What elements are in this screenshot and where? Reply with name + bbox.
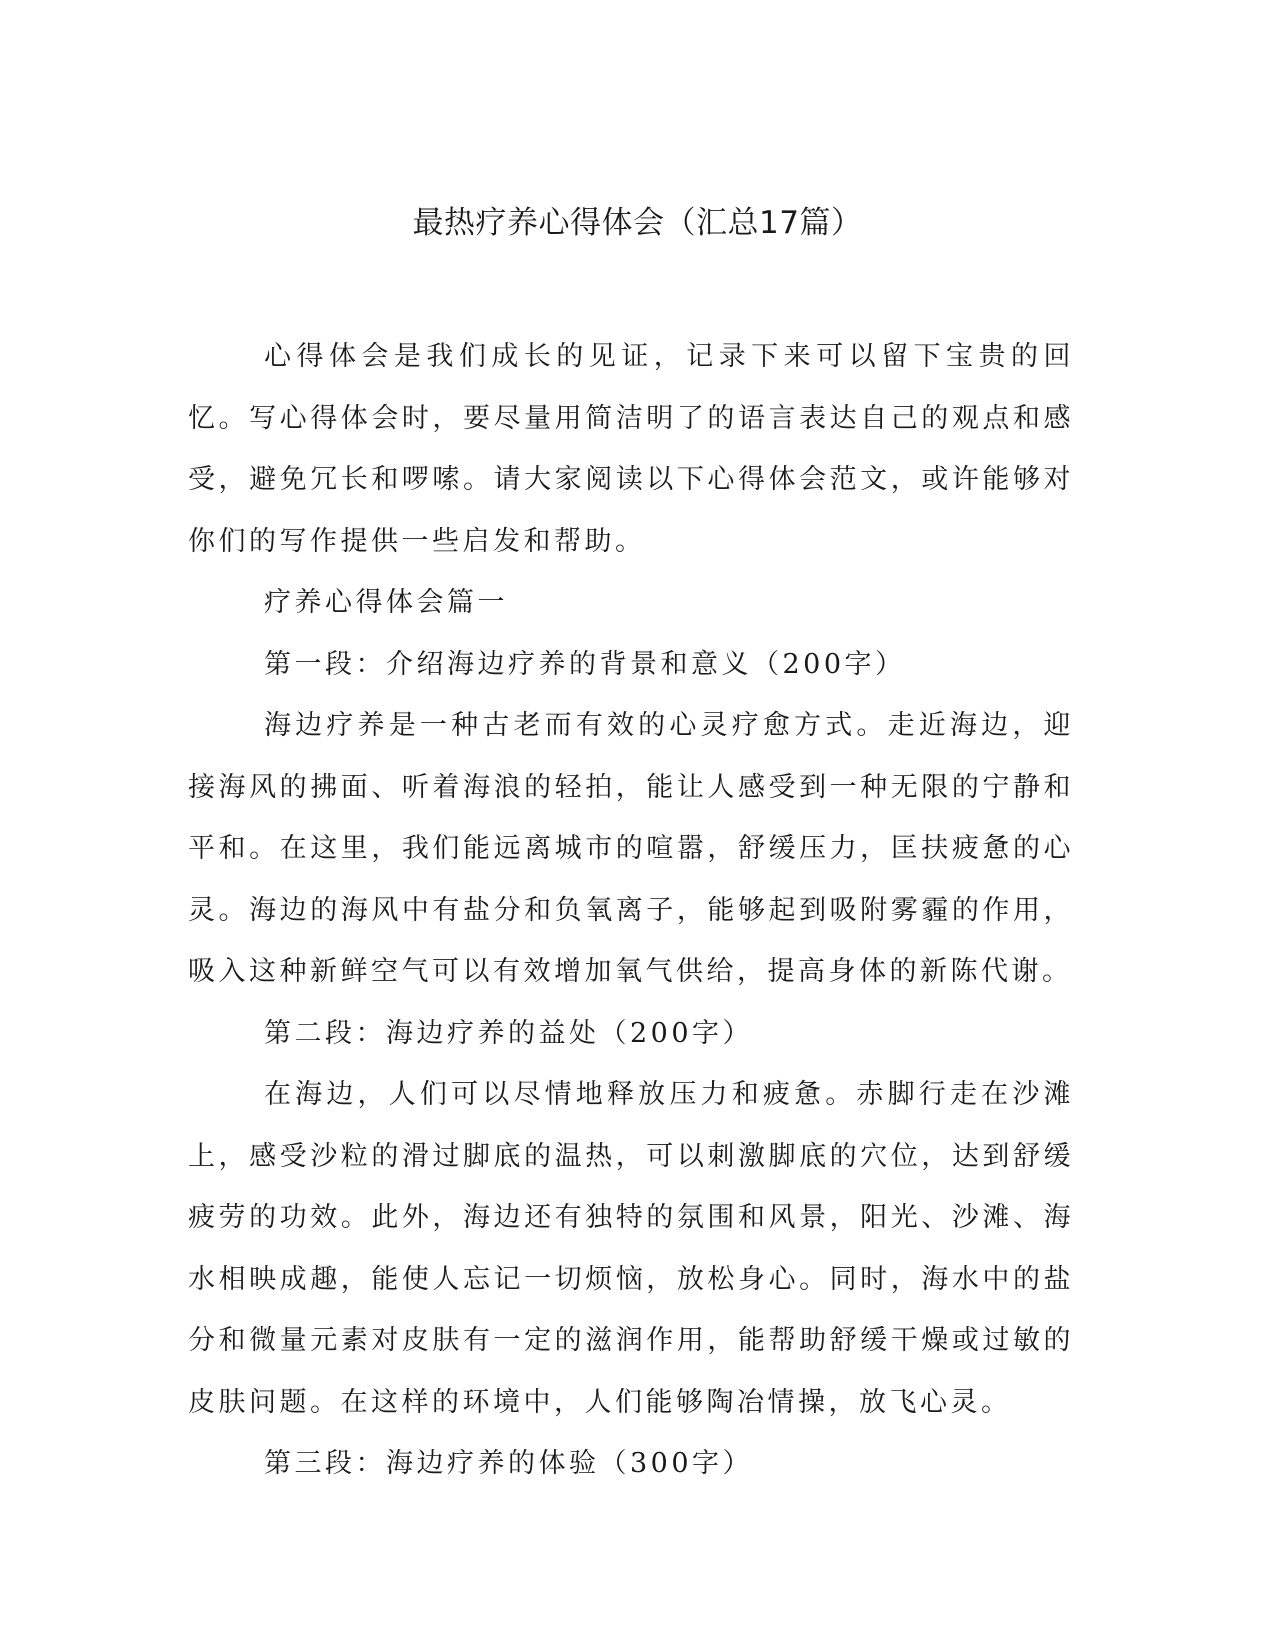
section-heading: 疗养心得体会篇一 bbox=[264, 587, 508, 618]
intro-paragraph: 心得体会是我们成长的见证，记录下来可以留下宝贵的回忆。写心得体会时，要尽量用简洁明了的语言表达自己的观点和感受，避免冗长和啰嗦。请大家阅读以下心得体会范文，或许能够对你们的写作提供一些启发和帮助。 bbox=[188, 341, 1074, 557]
body-paragraph: 在海边，人们可以尽情地释放压力和疲惫。赤脚行走在沙滩上，感受沙粒的滑过脚底的温热，可以刺激脚底的穴位，达到舒缓疲劳的功效。此外，海边还有独特的氛围和风景，阳光、沙滩、海水相映成趣，能使人忘记一切烦恼，放松身心。同时，海水中的盐分和微量元素对皮肤有一定的滋润作用，能帮助舒缓干燥或过敏的皮肤问题。在这样的环境中，人们能够陶冶情操，放飞心灵。 bbox=[188, 1079, 1074, 1418]
subsection-heading: 第三段：海边疗养的体验（300字） bbox=[264, 1448, 754, 1479]
document-body bbox=[188, 326, 1074, 1495]
subsection-heading: 第二段：海边疗养的益处（200字） bbox=[264, 1017, 754, 1049]
document-title: 最热疗养心得体会（汇总17篇） bbox=[412, 205, 863, 241]
subsection-heading: 第一段：介绍海边疗养的背景和意义（200字） bbox=[264, 648, 906, 680]
body-paragraph: 海边疗养是一种古老而有效的心灵疗愈方式。走近海边，迎接海风的拂面、听着海浪的轻拍，能让人感受到一种无限的宁静和平和。在这里，我们能远离城市的喧嚣，舒缓压力，匡扶疲惫的心灵。海边的海风中有盐分和负氧离子，能够起到吸附雾霾的作用，吸入这种新鲜空气可以有效增加氧气供给，提高身体的新陈代谢。 bbox=[188, 710, 1074, 987]
